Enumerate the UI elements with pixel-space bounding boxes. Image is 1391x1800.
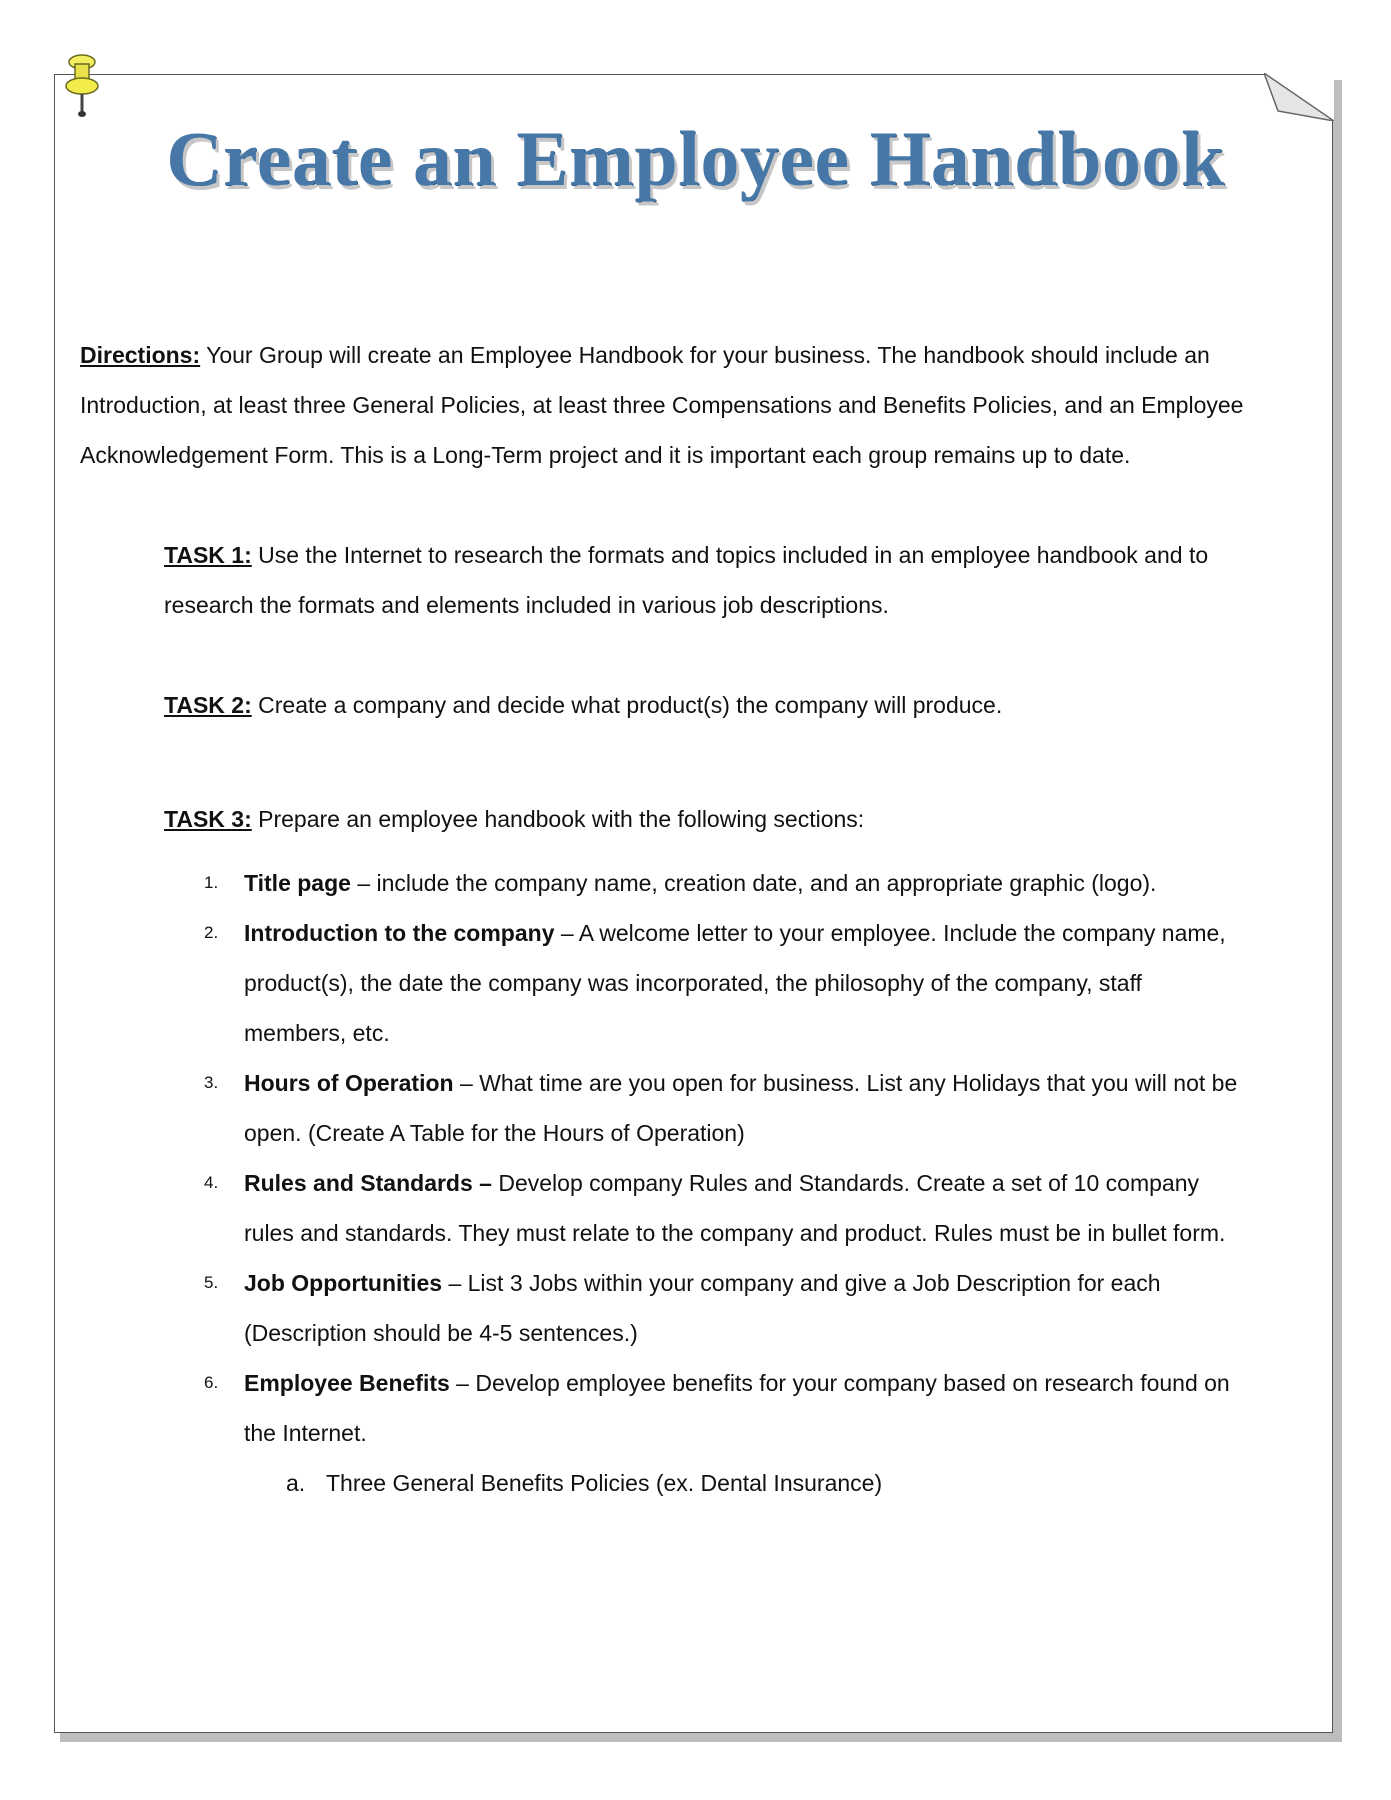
- task-2-label: TASK 2:: [164, 692, 252, 718]
- task-1-text: Use the Internet to research the formats and topics included in an employee handbook and to research the formats and elements included in various job descriptions.: [164, 542, 1209, 618]
- document-body: [80, 330, 1300, 1508]
- list-item-term: Hours of Operation: [244, 1070, 454, 1096]
- list-item: [80, 1358, 1244, 1458]
- task-3-label: TASK 3:: [164, 806, 252, 832]
- directions-label: Directions:: [80, 342, 201, 368]
- list-item-term: Title page: [244, 870, 351, 896]
- list-item-text: – List 3 Jobs within your company and give a Job Description for each (Description should be 4-5 sentences.): [244, 1270, 1161, 1346]
- sub-list-letter: a.: [286, 1470, 306, 1496]
- list-item-number: 2.: [204, 923, 219, 942]
- page-title: Create an Employee Handbook: [166, 115, 1225, 202]
- pushpin-icon: [62, 52, 102, 120]
- task-2-text: Create a company and decide what product(s) the company will produce.: [251, 692, 1003, 718]
- task-1-label: TASK 1:: [164, 542, 252, 568]
- task-3: [164, 794, 1224, 844]
- list-item-text: – What time are you open for business. List any Holidays that you will not be open. (Create A Table for the Hours of Operation): [244, 1070, 1238, 1146]
- list-item: [80, 858, 1244, 908]
- directions-text: Your Group will create an Employee Handbook for your business. The handbook should include an Introduction, at least three General Policies, at least three Compensations and Benefits Policies, and an Employee Acknowledgement Form. This is a Long-Term project and it is important each group remains up to date.: [80, 342, 1244, 468]
- list-item: [80, 1158, 1244, 1258]
- list-item-number: 5.: [204, 1273, 219, 1292]
- task-3-text: Prepare an employee handbook with the following sections:: [251, 806, 865, 832]
- section-list: [80, 858, 1300, 1458]
- list-item: [80, 908, 1244, 1058]
- list-item-number: 1.: [204, 873, 219, 892]
- directions-paragraph: [80, 330, 1300, 480]
- task-2: [164, 680, 1224, 730]
- list-item-term: Introduction to the company: [244, 920, 555, 946]
- list-item: [80, 1058, 1244, 1158]
- list-item: [80, 1258, 1244, 1358]
- task-1: [164, 530, 1224, 630]
- list-item-text: – A welcome letter to your employee. Include the company name, product(s), the date the company was incorporated, the philosophy of the company, staff members, etc.: [244, 920, 1226, 1046]
- sub-list-text: Three General Benefits Policies (ex. Dental Insurance): [326, 1470, 883, 1496]
- list-item-term: Employee Benefits: [244, 1370, 450, 1396]
- list-item-term: Rules and Standards –: [244, 1170, 492, 1196]
- list-item-number: 6.: [204, 1373, 219, 1392]
- list-item-number: 3.: [204, 1073, 219, 1092]
- list-item-text: – include the company name, creation date, and an appropriate graphic (logo).: [350, 870, 1157, 896]
- sub-list-item: [80, 1458, 1300, 1508]
- list-item-text: Develop company Rules and Standards. Create a set of 10 company rules and standards. They must relate to the company and product. Rules must be in bullet form.: [244, 1170, 1226, 1246]
- list-item-term: Job Opportunities: [244, 1270, 443, 1296]
- list-item-text: – Develop employee benefits for your company based on research found on the Internet.: [244, 1370, 1230, 1446]
- list-item-number: 4.: [204, 1173, 219, 1192]
